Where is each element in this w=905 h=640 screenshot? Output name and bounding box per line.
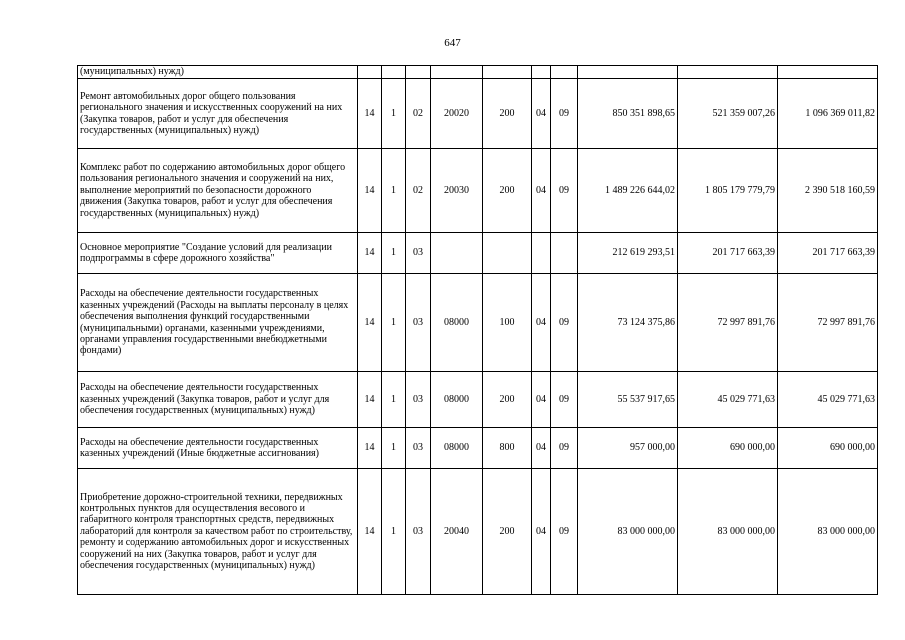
cell-amount-2: 521 359 007,26 [678,79,778,149]
cell-amount-3: 690 000,00 [778,428,878,469]
cell-amount-1: 73 124 375,86 [578,274,678,372]
cell-code-3: 02 [406,79,431,149]
row-description: Основное мероприятие "Создание условий для реализации подпрограммы в сфере дорожного хозяйства" [78,233,358,274]
cell-code-1: 14 [358,79,382,149]
cell-amount-3 [778,66,878,79]
table-row [78,66,878,79]
budget-table [77,65,878,595]
cell-amount-3: 45 029 771,63 [778,372,878,428]
cell-code-2: 1 [382,372,406,428]
table-row [78,233,878,274]
row-description: Расходы на обеспечение деятельности государственных казенных учреждений (Иные бюджетные ассигнования) [78,428,358,469]
cell-amount-1: 1 489 226 644,02 [578,149,678,233]
cell-code-5: 200 [483,469,532,595]
cell-amount-1: 957 000,00 [578,428,678,469]
cell-code-3 [406,66,431,79]
cell-code-4 [431,233,483,274]
cell-code-7 [551,233,578,274]
cell-amount-2: 72 997 891,76 [678,274,778,372]
cell-amount-1: 55 537 917,65 [578,372,678,428]
cell-code-5: 200 [483,149,532,233]
cell-code-6: 04 [532,372,551,428]
cell-code-4: 08000 [431,274,483,372]
cell-code-1: 14 [358,469,382,595]
cell-amount-1 [578,66,678,79]
cell-code-5: 200 [483,79,532,149]
cell-amount-2: 201 717 663,39 [678,233,778,274]
row-description: Расходы на обеспечение деятельности государственных казенных учреждений (Закупка товаров, работ и услуг для обеспечения государственных (муниципальных) нужд) [78,372,358,428]
cell-code-5: 100 [483,274,532,372]
cell-code-7: 09 [551,469,578,595]
cell-code-2: 1 [382,469,406,595]
cell-amount-2: 1 805 179 779,79 [678,149,778,233]
cell-code-5 [483,233,532,274]
cell-code-4: 20020 [431,79,483,149]
cell-code-6: 04 [532,149,551,233]
cell-code-3: 03 [406,233,431,274]
cell-code-1: 14 [358,274,382,372]
cell-code-7: 09 [551,79,578,149]
cell-amount-3: 2 390 518 160,59 [778,149,878,233]
cell-code-2: 1 [382,233,406,274]
table-row [78,372,878,428]
cell-code-5 [483,66,532,79]
cell-code-5: 200 [483,372,532,428]
page-number: 647 [444,37,461,49]
cell-code-2: 1 [382,428,406,469]
cell-code-3: 03 [406,428,431,469]
cell-amount-2: 83 000 000,00 [678,469,778,595]
table-row [78,274,878,372]
table-row [78,79,878,149]
cell-code-1: 14 [358,372,382,428]
cell-code-2: 1 [382,274,406,372]
table-row [78,469,878,595]
cell-code-1: 14 [358,149,382,233]
cell-code-7 [551,66,578,79]
cell-amount-3: 83 000 000,00 [778,469,878,595]
cell-code-4: 20040 [431,469,483,595]
cell-code-2: 1 [382,79,406,149]
cell-code-2 [382,66,406,79]
cell-code-1: 14 [358,428,382,469]
cell-amount-1: 212 619 293,51 [578,233,678,274]
cell-amount-2 [678,66,778,79]
cell-code-4: 08000 [431,428,483,469]
row-description: (муниципальных) нужд) [78,66,358,79]
cell-code-7: 09 [551,274,578,372]
cell-code-7: 09 [551,428,578,469]
row-description: Расходы на обеспечение деятельности государственных казенных учреждений (Расходы на выплаты персоналу в целях обеспечения выполнения функций государственными (муниципальными) органами, казенными учреждениями, органами управления государственными внебюджетными фондами) [78,274,358,372]
cell-amount-3: 1 096 369 011,82 [778,79,878,149]
cell-amount-3: 201 717 663,39 [778,233,878,274]
cell-code-3: 03 [406,372,431,428]
cell-code-3: 02 [406,149,431,233]
cell-code-6 [532,66,551,79]
row-description: Ремонт автомобильных дорог общего пользования регионального значения и искусственных сооружений на них (Закупка товаров, работ и услуг для обеспечения государственных (муниципальных) нужд) [78,79,358,149]
row-description: Комплекс работ по содержанию автомобильных дорог общего пользования регионального значения и сооружений на них, выполнение мероприятий по безопасности дорожного движения (Закупка товаров, работ и услуг для обеспечения государственных (муниципальных) нужд) [78,149,358,233]
cell-code-4: 08000 [431,372,483,428]
cell-code-5: 800 [483,428,532,469]
cell-code-6: 04 [532,79,551,149]
cell-code-4: 20030 [431,149,483,233]
cell-code-7: 09 [551,372,578,428]
cell-code-6: 04 [532,428,551,469]
cell-code-1: 14 [358,233,382,274]
cell-amount-2: 690 000,00 [678,428,778,469]
cell-code-6: 04 [532,469,551,595]
cell-code-6 [532,233,551,274]
cell-code-3: 03 [406,469,431,595]
table-row [78,149,878,233]
cell-code-4 [431,66,483,79]
row-description: Приобретение дорожно-строительной техники, передвижных контрольных пунктов для осуществления весового и габаритного контроля транспортных средств, передвижных лабораторий для контроля за качеством работ по строительству, ремонту и содержанию автомобильных дорог и искусственных сооружений на них (Закупка товаров, работ и услуг для обеспечения государственных (муниципальных) нужд) [78,469,358,595]
cell-amount-1: 83 000 000,00 [578,469,678,595]
table-row [78,428,878,469]
cell-amount-2: 45 029 771,63 [678,372,778,428]
cell-code-7: 09 [551,149,578,233]
cell-amount-3: 72 997 891,76 [778,274,878,372]
cell-amount-1: 850 351 898,65 [578,79,678,149]
cell-code-1 [358,66,382,79]
cell-code-6: 04 [532,274,551,372]
cell-code-3: 03 [406,274,431,372]
cell-code-2: 1 [382,149,406,233]
